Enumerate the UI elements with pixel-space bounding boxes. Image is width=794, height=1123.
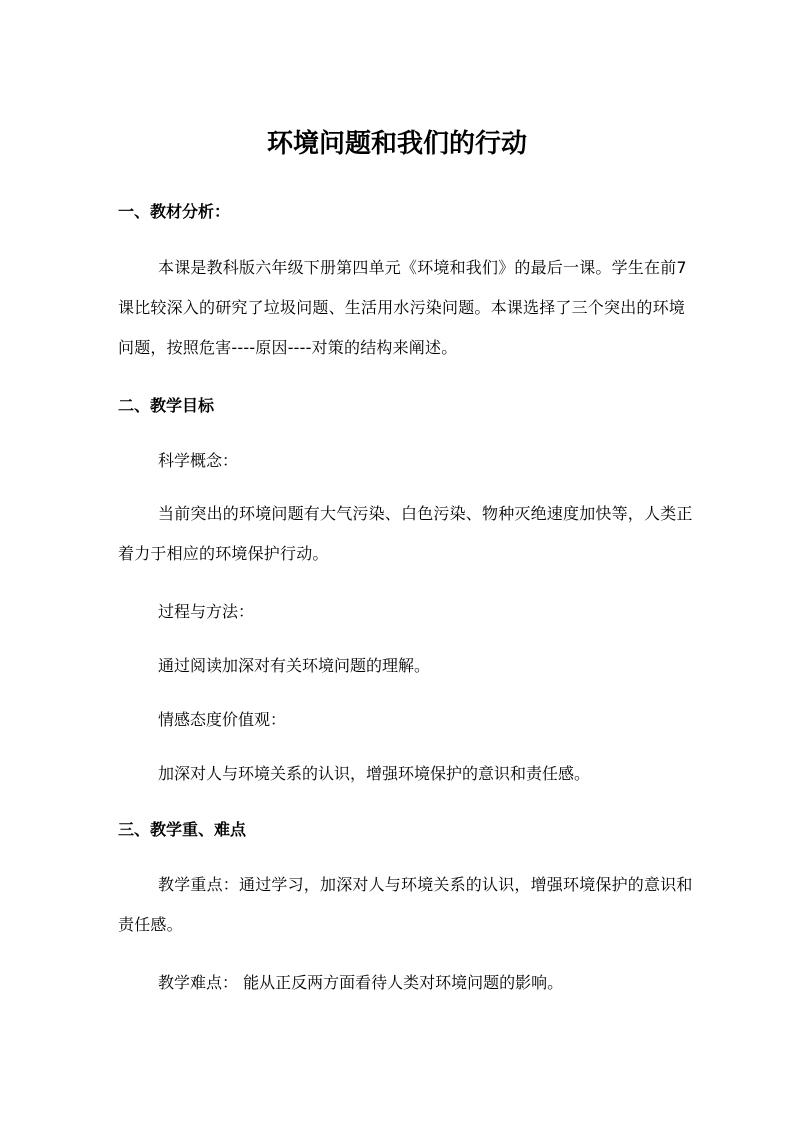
section-heading-key-points: 三、教学重、难点: [118, 820, 247, 839]
concept-label: 科学概念：: [158, 451, 239, 470]
analysis-paragraph: 本课是教科版六年级下册第四单元《环境和我们》的最后一课。学生在前7课比较深入的研究了垃圾问题、生活用水污染问题。本课选择了三个突出的环境问题，按照危害----原因----对策的结构来阐述。: [118, 258, 687, 357]
document-title: 环境问题和我们的行动: [266, 129, 527, 159]
method-label: 过程与方法：: [158, 602, 255, 621]
difficulty-text: 教学难点： 能从正反两方面看待人类对环境问题的影响。: [158, 973, 564, 992]
attitude-text: 加深对人与环境关系的认识，增强环境保护的意识和责任感。: [158, 764, 591, 783]
concept-paragraph: 当前突出的环境问题有大气污染、白色污染、物种灭绝速度加快等，人类正着力于相应的环境保护行动。: [118, 504, 693, 563]
section-heading-objectives: 二、教学目标: [118, 396, 215, 415]
section-heading-analysis: 一、教材分析：: [118, 202, 231, 221]
key-point-paragraph: 教学重点：通过学习，加深对人与环境关系的认识，增强环境保护的意识和责任感。: [118, 875, 693, 934]
method-text: 通过阅读加深对有关环境问题的理解。: [158, 656, 431, 675]
attitude-label: 情感态度价值观：: [158, 710, 287, 729]
